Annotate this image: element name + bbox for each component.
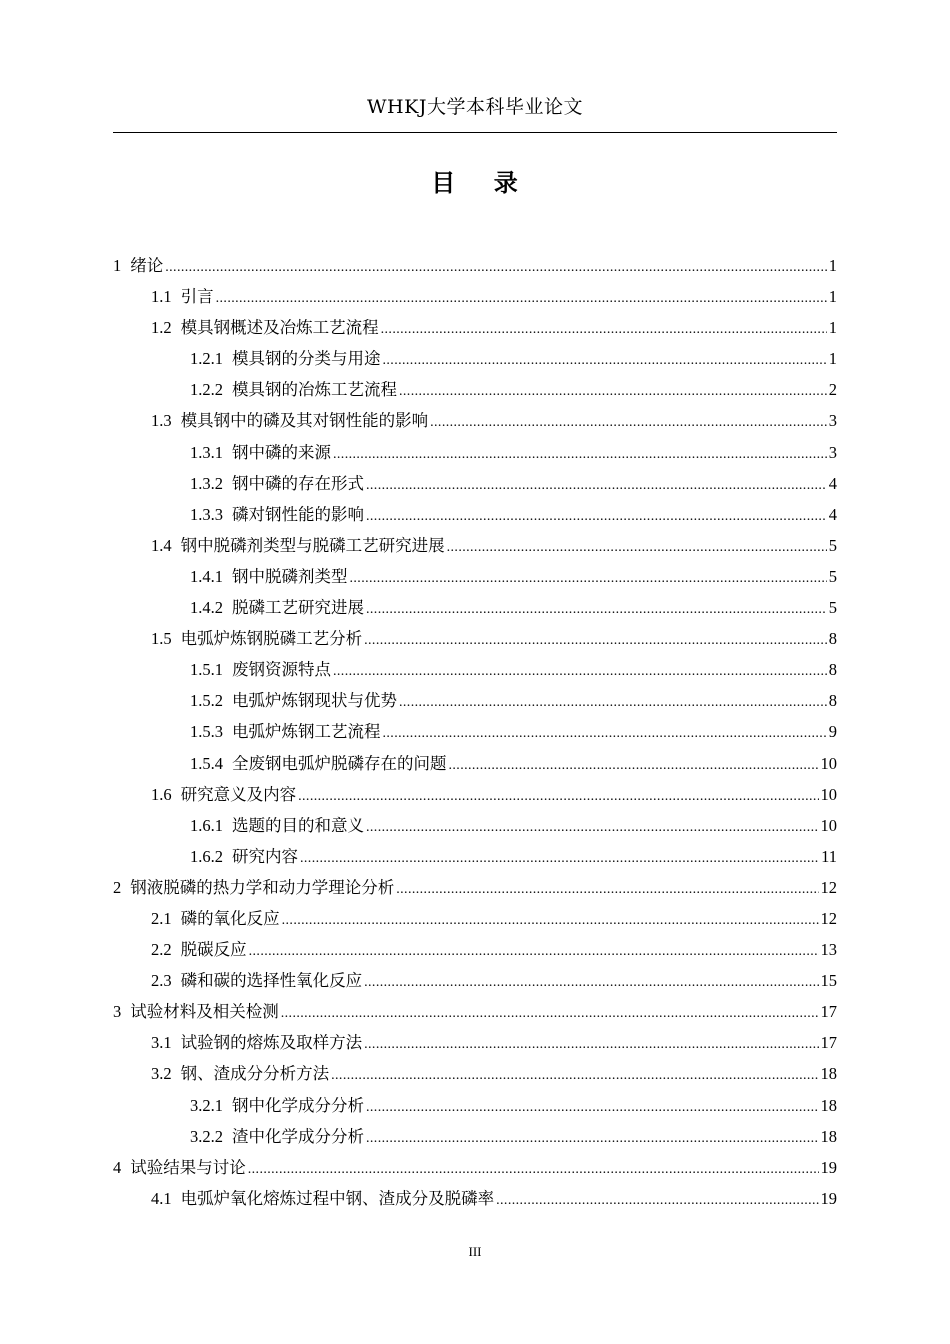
toc-entry-page: 10 xyxy=(820,784,837,804)
toc-entry[interactable] xyxy=(113,250,837,281)
toc-dot-leader xyxy=(300,843,819,874)
toc-entry-number: 1.3.3 xyxy=(190,504,223,524)
toc-entry[interactable] xyxy=(113,1027,837,1058)
toc-entry[interactable] xyxy=(113,623,837,654)
toc-entry-title: 磷和碳的选择性氧化反应 xyxy=(180,971,363,991)
toc-entry-title: 钢中磷的存在形式 xyxy=(232,473,364,493)
toc-dot-leader xyxy=(366,1123,819,1154)
toc-entry[interactable] xyxy=(113,872,837,903)
toc-entry[interactable] xyxy=(113,530,837,561)
toc-entry-page: 1 xyxy=(828,349,837,369)
toc-dot-leader xyxy=(364,625,827,656)
toc-entry-title: 模具钢的分类与用途 xyxy=(232,349,381,369)
toc-dot-leader xyxy=(333,656,827,687)
toc-dot-leader xyxy=(298,781,818,812)
toc-entry-page: 2 xyxy=(828,380,837,400)
running-header: WHKJ大学本科毕业论文 xyxy=(367,96,583,118)
toc-entry[interactable] xyxy=(113,1058,837,1089)
toc-entry-number: 1.5.2 xyxy=(190,691,223,711)
toc-dot-leader xyxy=(333,439,827,470)
toc-dot-leader xyxy=(399,687,827,718)
toc-entry-title: 钢中脱磷剂类型与脱磷工艺研究进展 xyxy=(180,535,445,555)
toc-entry[interactable] xyxy=(113,810,837,841)
toc-dot-leader xyxy=(381,314,827,345)
toc-entry-title: 引言 xyxy=(180,287,214,307)
toc-dot-leader xyxy=(364,1029,818,1060)
toc-entry-number: 1.6.1 xyxy=(190,815,223,835)
toc-entry-page: 1 xyxy=(828,318,837,338)
toc-dot-leader xyxy=(366,470,827,501)
toc-entry-page: 3 xyxy=(828,411,837,431)
toc-entry-page: 12 xyxy=(820,908,837,928)
toc-entry-page: 19 xyxy=(820,1188,837,1208)
toc-dot-leader xyxy=(165,252,827,283)
toc-entry-title: 试验钢的熔炼及取样方法 xyxy=(180,1033,363,1053)
toc-dot-leader xyxy=(248,1154,819,1185)
toc-entry-number: 1.4.1 xyxy=(190,566,223,586)
toc-entry-title: 试验材料及相关检测 xyxy=(130,1002,279,1022)
toc-entry-number: 1 xyxy=(113,256,122,275)
toc-entry[interactable] xyxy=(113,1090,837,1121)
toc-entry-page: 19 xyxy=(820,1157,837,1177)
toc-entry-number: 3.2 xyxy=(151,1064,172,1084)
toc-entry-title: 电弧炉氧化熔炼过程中钢、渣成分及脱磷率 xyxy=(180,1188,495,1208)
toc-dot-leader xyxy=(430,407,827,438)
toc-entry-number: 2.2 xyxy=(151,940,172,960)
toc-dot-leader xyxy=(383,345,827,376)
toc-entry[interactable] xyxy=(113,779,837,810)
table-of-contents xyxy=(113,250,837,1214)
toc-entry-page: 4 xyxy=(828,473,837,493)
toc-entry-page: 15 xyxy=(820,971,837,991)
toc-entry[interactable] xyxy=(113,685,837,716)
toc-entry-page: 4 xyxy=(828,504,837,524)
toc-entry-title: 电弧炉炼钢现状与优势 xyxy=(232,691,397,711)
toc-entry[interactable] xyxy=(113,561,837,592)
toc-entry-page: 8 xyxy=(828,691,837,711)
toc-dot-leader xyxy=(249,936,819,967)
toc-entry-number: 1.5 xyxy=(151,629,172,649)
toc-entry[interactable] xyxy=(113,343,837,374)
toc-entry-page: 10 xyxy=(820,815,837,835)
toc-entry-page: 10 xyxy=(820,753,837,773)
toc-entry[interactable] xyxy=(113,934,837,965)
toc-entry-number: 1.5.1 xyxy=(190,660,223,680)
toc-entry-title: 研究内容 xyxy=(232,846,298,866)
toc-entry-number: 2 xyxy=(113,877,122,897)
toc-entry[interactable] xyxy=(113,965,837,996)
toc-entry[interactable] xyxy=(113,654,837,685)
toc-entry-title: 绪论 xyxy=(130,256,164,275)
toc-entry[interactable] xyxy=(113,1152,837,1183)
toc-entry-number: 3.2.1 xyxy=(190,1095,223,1115)
toc-entry[interactable] xyxy=(113,499,837,530)
toc-dot-leader xyxy=(366,812,819,843)
toc-entry-page: 8 xyxy=(828,660,837,680)
toc-entry-title: 磷的氧化反应 xyxy=(180,908,280,928)
toc-entry[interactable] xyxy=(113,903,837,934)
toc-entry-title: 磷对钢性能的影响 xyxy=(232,504,364,524)
toc-entry-number: 1.3 xyxy=(151,411,172,431)
toc-entry-number: 1.2.1 xyxy=(190,349,223,369)
toc-dot-leader xyxy=(383,718,827,749)
toc-entry-number: 1.5.3 xyxy=(190,722,223,742)
toc-entry[interactable] xyxy=(113,748,837,779)
toc-entry-number: 3 xyxy=(113,1002,122,1022)
toc-entry-page: 8 xyxy=(828,629,837,649)
toc-entry-title: 钢中脱磷剂类型 xyxy=(232,566,348,586)
toc-entry[interactable] xyxy=(113,468,837,499)
toc-entry-number: 1.3.1 xyxy=(190,442,223,462)
toc-entry-page: 17 xyxy=(820,1002,837,1022)
toc-entry-title: 钢、渣成分分析方法 xyxy=(180,1064,330,1084)
toc-dot-leader xyxy=(399,376,827,407)
toc-entry-page: 1 xyxy=(828,256,837,275)
toc-entry-page: 9 xyxy=(828,722,837,742)
toc-dot-leader xyxy=(331,1060,818,1091)
toc-entry-title: 模具钢概述及冶炼工艺流程 xyxy=(180,318,379,338)
toc-entry[interactable] xyxy=(113,1183,837,1214)
toc-entry[interactable] xyxy=(113,592,837,623)
toc-entry-page: 3 xyxy=(828,442,837,462)
toc-dot-leader xyxy=(350,563,827,594)
toc-dot-leader xyxy=(282,905,819,936)
toc-entry-title: 钢液脱磷的热力学和动力学理论分析 xyxy=(130,877,395,897)
toc-entry-number: 2.3 xyxy=(151,971,172,991)
toc-entry[interactable] xyxy=(113,437,837,468)
toc-entry-title: 钢中磷的来源 xyxy=(232,442,331,462)
toc-entry-title: 选题的目的和意义 xyxy=(232,815,364,835)
toc-dot-leader xyxy=(396,874,818,905)
toc-entry[interactable] xyxy=(113,841,837,872)
toc-entry-title: 试验结果与讨论 xyxy=(130,1157,246,1177)
toc-entry-title: 研究意义及内容 xyxy=(180,784,297,804)
toc-entry-page: 18 xyxy=(820,1126,837,1146)
toc-dot-leader xyxy=(216,283,827,314)
toc-entry[interactable] xyxy=(113,996,837,1027)
toc-entry[interactable] xyxy=(113,312,837,343)
toc-entry[interactable] xyxy=(113,1121,837,1152)
toc-entry-page: 12 xyxy=(820,877,837,897)
toc-entry-title: 电弧炉炼钢脱磷工艺分析 xyxy=(180,629,363,649)
toc-dot-leader xyxy=(366,1092,819,1123)
toc-entry-page: 13 xyxy=(820,940,837,960)
toc-entry-page: 17 xyxy=(820,1033,837,1053)
toc-entry-title: 废钢资源特点 xyxy=(232,660,331,680)
toc-entry-number: 1.4 xyxy=(151,535,172,555)
page-number: III xyxy=(468,1244,482,1259)
toc-title: 目 录 xyxy=(431,169,519,197)
toc-dot-leader xyxy=(366,594,827,625)
toc-dot-leader xyxy=(449,750,819,781)
toc-dot-leader xyxy=(281,998,819,1029)
toc-entry-title: 模具钢中的磷及其对钢性能的影响 xyxy=(180,411,429,431)
toc-entry-number: 1.2.2 xyxy=(190,380,223,400)
toc-entry-number: 1.6.2 xyxy=(190,846,223,866)
toc-entry-number: 3.2.2 xyxy=(190,1126,223,1146)
toc-entry-number: 1.5.4 xyxy=(190,753,223,773)
toc-dot-leader xyxy=(496,1185,818,1216)
toc-entry-number: 1.4.2 xyxy=(190,598,223,618)
toc-entry-page: 18 xyxy=(820,1064,837,1084)
toc-entry[interactable] xyxy=(113,405,837,436)
toc-entry-page: 18 xyxy=(820,1095,837,1115)
toc-entry-number: 1.3.2 xyxy=(190,473,223,493)
toc-dot-leader xyxy=(364,967,818,998)
toc-entry-number: 1.1 xyxy=(151,287,172,307)
toc-entry-page: 5 xyxy=(828,535,837,555)
toc-entry-number: 4 xyxy=(113,1157,122,1177)
toc-entry-number: 1.6 xyxy=(151,784,172,804)
toc-entry-page: 1 xyxy=(828,287,837,307)
toc-entry-number: 2.1 xyxy=(151,908,172,928)
toc-dot-leader xyxy=(366,501,827,532)
toc-entry-page: 5 xyxy=(828,598,837,618)
toc-entry-title: 钢中化学成分分析 xyxy=(232,1095,364,1115)
toc-dot-leader xyxy=(447,532,827,563)
toc-entry[interactable] xyxy=(113,716,837,747)
toc-entry-number: 3.1 xyxy=(151,1033,172,1053)
toc-entry[interactable] xyxy=(113,281,837,312)
toc-entry-number: 4.1 xyxy=(151,1188,172,1208)
toc-entry-title: 全废钢电弧炉脱磷存在的问题 xyxy=(232,753,447,773)
toc-entry-page: 5 xyxy=(828,566,837,586)
toc-entry-title: 脱碳反应 xyxy=(180,940,247,960)
toc-entry-title: 渣中化学成分分析 xyxy=(232,1126,364,1146)
toc-entry-title: 模具钢的冶炼工艺流程 xyxy=(232,380,397,400)
toc-entry-title: 电弧炉炼钢工艺流程 xyxy=(232,722,381,742)
toc-entry-page: 11 xyxy=(821,846,837,866)
toc-entry-number: 1.2 xyxy=(151,318,172,338)
header-rule xyxy=(113,132,837,133)
toc-entry-title: 脱磷工艺研究进展 xyxy=(232,598,364,618)
toc-entry[interactable] xyxy=(113,374,837,405)
